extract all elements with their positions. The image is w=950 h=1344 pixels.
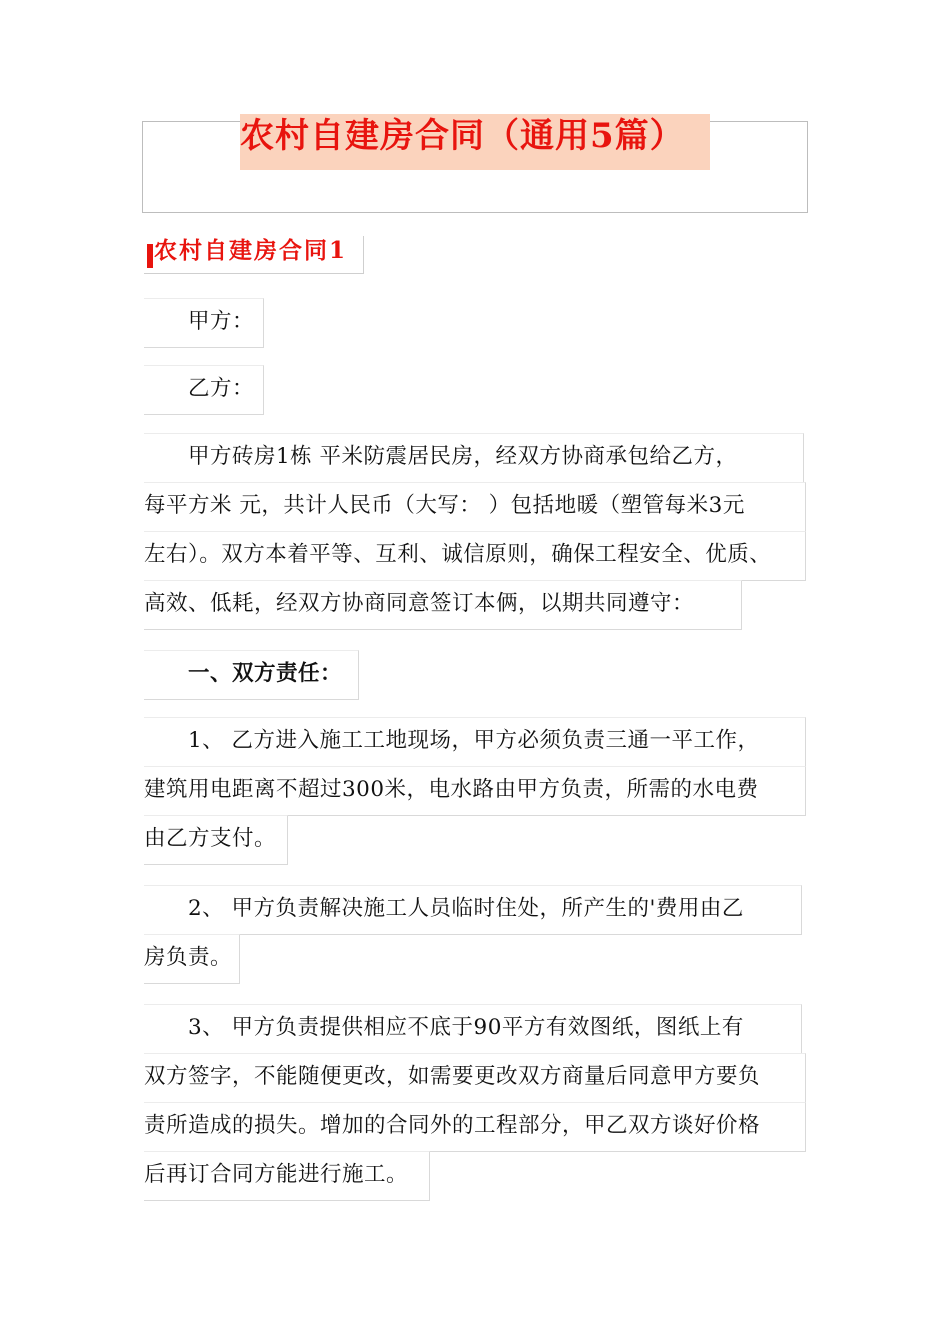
clause-heading: 一、双方责任： xyxy=(144,650,359,700)
paragraph-line: 2、 甲方负责解决施工人员临时住处，所产生的'费用由乙 xyxy=(144,885,802,935)
paragraph-line: 左右）。双方本着平等、互利、诚信原则，确保工程安全、优质、 xyxy=(144,531,806,581)
document-title: 农村自建房合同（通用5篇） xyxy=(240,116,685,156)
party-a-line: 甲方： xyxy=(144,298,264,348)
paragraph-line: 由乙方支付。 xyxy=(144,815,288,865)
section-heading: 农村自建房合同1 xyxy=(154,237,348,264)
paragraph-line: 甲方砖房1栋 平米防震居民房，经双方协商承包给乙方， xyxy=(144,433,804,483)
paragraph-line: 3、 甲方负责提供相应不底于90平方有效图纸，图纸上有 xyxy=(144,1004,802,1054)
paragraph-line: 后再订合同方能进行施工。 xyxy=(144,1151,430,1201)
paragraph-line: 建筑用电距离不超过300米，电水路由甲方负责，所需的水电费 xyxy=(144,766,806,816)
paragraph-line: 双方签字，不能随便更改，如需要更改双方商量后同意甲方要负 xyxy=(144,1053,806,1103)
party-b-line: 乙方： xyxy=(144,365,264,415)
paragraph-line: 每平方米 元，共计人民币（大写： ）包括地暖（塑管每米3元 xyxy=(144,482,806,532)
paragraph-line: 1、 乙方进入施工工地现场，甲方必须负责三通一平工作， xyxy=(144,717,806,767)
paragraph-line: 房负责。 xyxy=(144,934,240,984)
heading-marker xyxy=(147,244,153,268)
paragraph-line: 责所造成的损失。增加的合同外的工程部分，甲乙双方谈好价格 xyxy=(144,1102,806,1152)
paragraph-line: 高效、低耗，经双方协商同意签订本俩，以期共同遵守： xyxy=(144,580,742,630)
